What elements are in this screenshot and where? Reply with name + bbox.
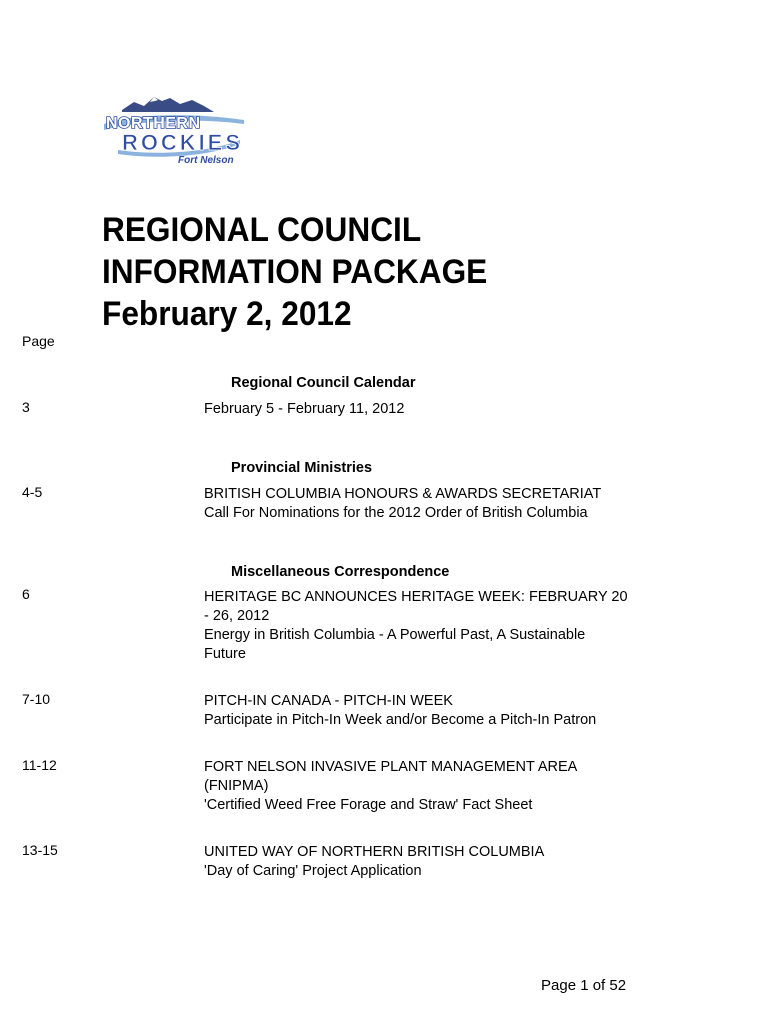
logo-rockies-text: ROCKIES	[122, 130, 240, 155]
entry-line: HERITAGE BC ANNOUNCES HERITAGE WEEK: FEBRUARY 20	[204, 589, 628, 605]
entry-line: Participate in Pitch-In Week and/or Become a Pitch-In Patron	[204, 712, 597, 728]
logo-fort-nelson-text: Fort Nelson	[178, 155, 234, 166]
entry-page-number: 4-5	[22, 484, 43, 500]
entry-line: 'Day of Caring' Project Application	[204, 863, 422, 879]
entry-description	[204, 588, 674, 664]
entry-line: (FNIPMA)	[204, 778, 269, 794]
entry-line: Future	[204, 646, 246, 662]
entry-page-number: 11-12	[22, 757, 57, 773]
entry-line: BRITISH COLUMBIA HONOURS & AWARDS SECRETARIAT	[204, 486, 602, 502]
entry-line: FORT NELSON INVASIVE PLANT MANAGEMENT AREA	[204, 759, 578, 775]
entry-page-number: 7-10	[22, 691, 51, 707]
entry-line: PITCH-IN CANADA - PITCH-IN WEEK	[204, 693, 453, 709]
logo-northern-text: NORTHERN	[106, 115, 200, 132]
entry-description	[204, 692, 674, 730]
entry-line: - 26, 2012	[204, 608, 270, 624]
entry-description	[204, 485, 674, 523]
category-heading-calendar: Regional Council Calendar	[231, 375, 416, 391]
entry-line: Call For Nominations for the 2012 Order of British Columbia	[204, 505, 588, 521]
entry-page-number: 3	[22, 399, 30, 415]
entry-description	[204, 400, 674, 419]
entry-page-number: 13-15	[22, 842, 58, 858]
category-heading-misc: Miscellaneous Correspondence	[231, 564, 450, 580]
page-column-header: Page	[22, 333, 55, 349]
document-title-line-2: INFORMATION PACKAGE	[102, 253, 488, 291]
logo-mountains	[122, 97, 214, 112]
entry-line: 'Certified Weed Free Forage and Straw' Fact Sheet	[204, 797, 533, 813]
northern-rockies-logo	[100, 94, 248, 168]
document-title-date: February 2, 2012	[102, 295, 352, 333]
category-heading-ministries: Provincial Ministries	[231, 460, 373, 476]
page-footer: Page 1 of 52	[541, 977, 627, 994]
entry-description	[204, 758, 674, 815]
entry-line: UNITED WAY OF NORTHERN BRITISH COLUMBIA	[204, 844, 545, 860]
entry-page-number: 6	[22, 586, 30, 602]
document-title-line-1: REGIONAL COUNCIL	[102, 211, 422, 249]
entry-description	[204, 843, 674, 881]
entry-line: Energy in British Columbia - A Powerful Past, A Sustainable	[204, 627, 586, 643]
entry-line: February 5 - February 11, 2012	[204, 401, 405, 417]
